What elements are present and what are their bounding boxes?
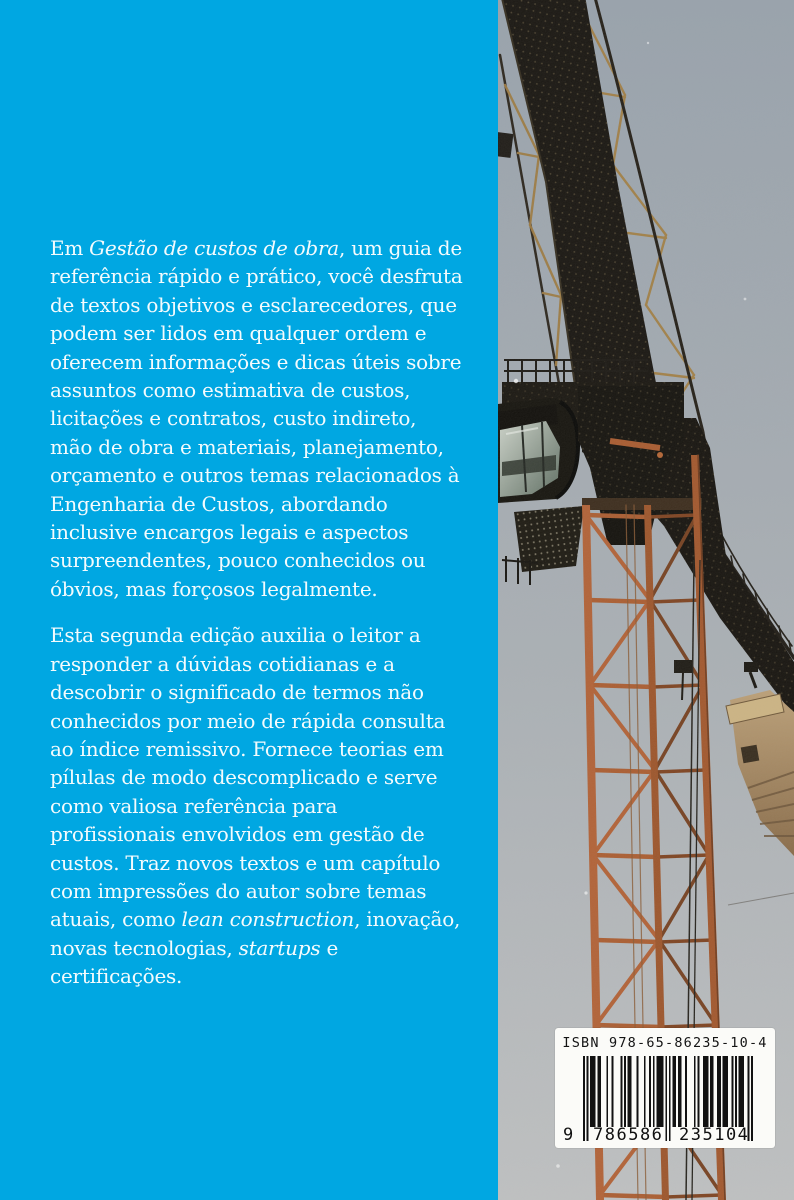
synopsis-line: referência rápido e prático, você desfruta xyxy=(50,264,463,289)
synopsis-line: Em Gestão de custos de obra, um guia de xyxy=(50,236,462,260)
synopsis-line: com impressões do autor sobre temas xyxy=(50,878,427,903)
tower-crane-photo xyxy=(498,0,794,1200)
synopsis-line: como valiosa referência para xyxy=(50,793,338,818)
synopsis-line: mão de obra e materiais, planejamento, xyxy=(50,434,444,459)
isbn-label: ISBN 978-65-86235-10-4 xyxy=(562,1035,768,1051)
ean-right-group: 235104 xyxy=(679,1125,750,1145)
synopsis-line: certificações. xyxy=(50,964,183,989)
synopsis-line: de textos objetivos e esclarecedores, que xyxy=(50,292,457,317)
ean-first-digit: 9 xyxy=(563,1125,575,1145)
synopsis-line: licitações e contratos, custo indireto, xyxy=(50,406,417,431)
ean-left-group: 786586 xyxy=(593,1125,664,1145)
synopsis-line: profissionais envolvidos em gestão de xyxy=(50,822,425,847)
synopsis-line: responder a dúvidas cotidianas e a xyxy=(50,651,395,676)
synopsis-paragraph xyxy=(50,234,482,603)
synopsis-line: conhecidos por meio de rápida consulta xyxy=(50,708,446,733)
synopsis-line: oferecem informações e dicas úteis sobre xyxy=(50,349,462,374)
barcode-box xyxy=(555,1028,775,1148)
crane-photo xyxy=(498,0,794,1200)
synopsis-line: descobrir o significado de termos não xyxy=(50,680,424,705)
synopsis-line: podem ser lidos em qualquer ordem e xyxy=(50,321,427,346)
synopsis-line: Esta segunda edição auxilia o leitor a xyxy=(50,623,421,648)
synopsis-line: ao índice remissivo. Fornece teorias em xyxy=(50,736,444,761)
synopsis-line: óbvios, mas forçosos legalmente. xyxy=(50,576,378,601)
synopsis-line: Engenharia de Custos, abordando xyxy=(50,491,388,516)
synopsis-line: pílulas de modo descomplicado e serve xyxy=(50,765,438,790)
synopsis-line: atuais, como lean construction, inovação, xyxy=(50,907,461,932)
synopsis-line: orçamento e outros temas relacionados à xyxy=(50,463,460,488)
synopsis-line: custos. Traz novos textos e um capítulo xyxy=(50,850,441,875)
synopsis-line: assuntos como estimativa de custos, xyxy=(50,378,411,403)
synopsis-line: inclusive encargos legais e aspectos xyxy=(50,520,409,545)
synopsis xyxy=(50,234,482,991)
synopsis-paragraph xyxy=(50,621,482,990)
synopsis-line: surpreendentes, pouco conhecidos ou xyxy=(50,548,426,573)
synopsis-line: novas tecnologias, startups e xyxy=(50,935,339,960)
